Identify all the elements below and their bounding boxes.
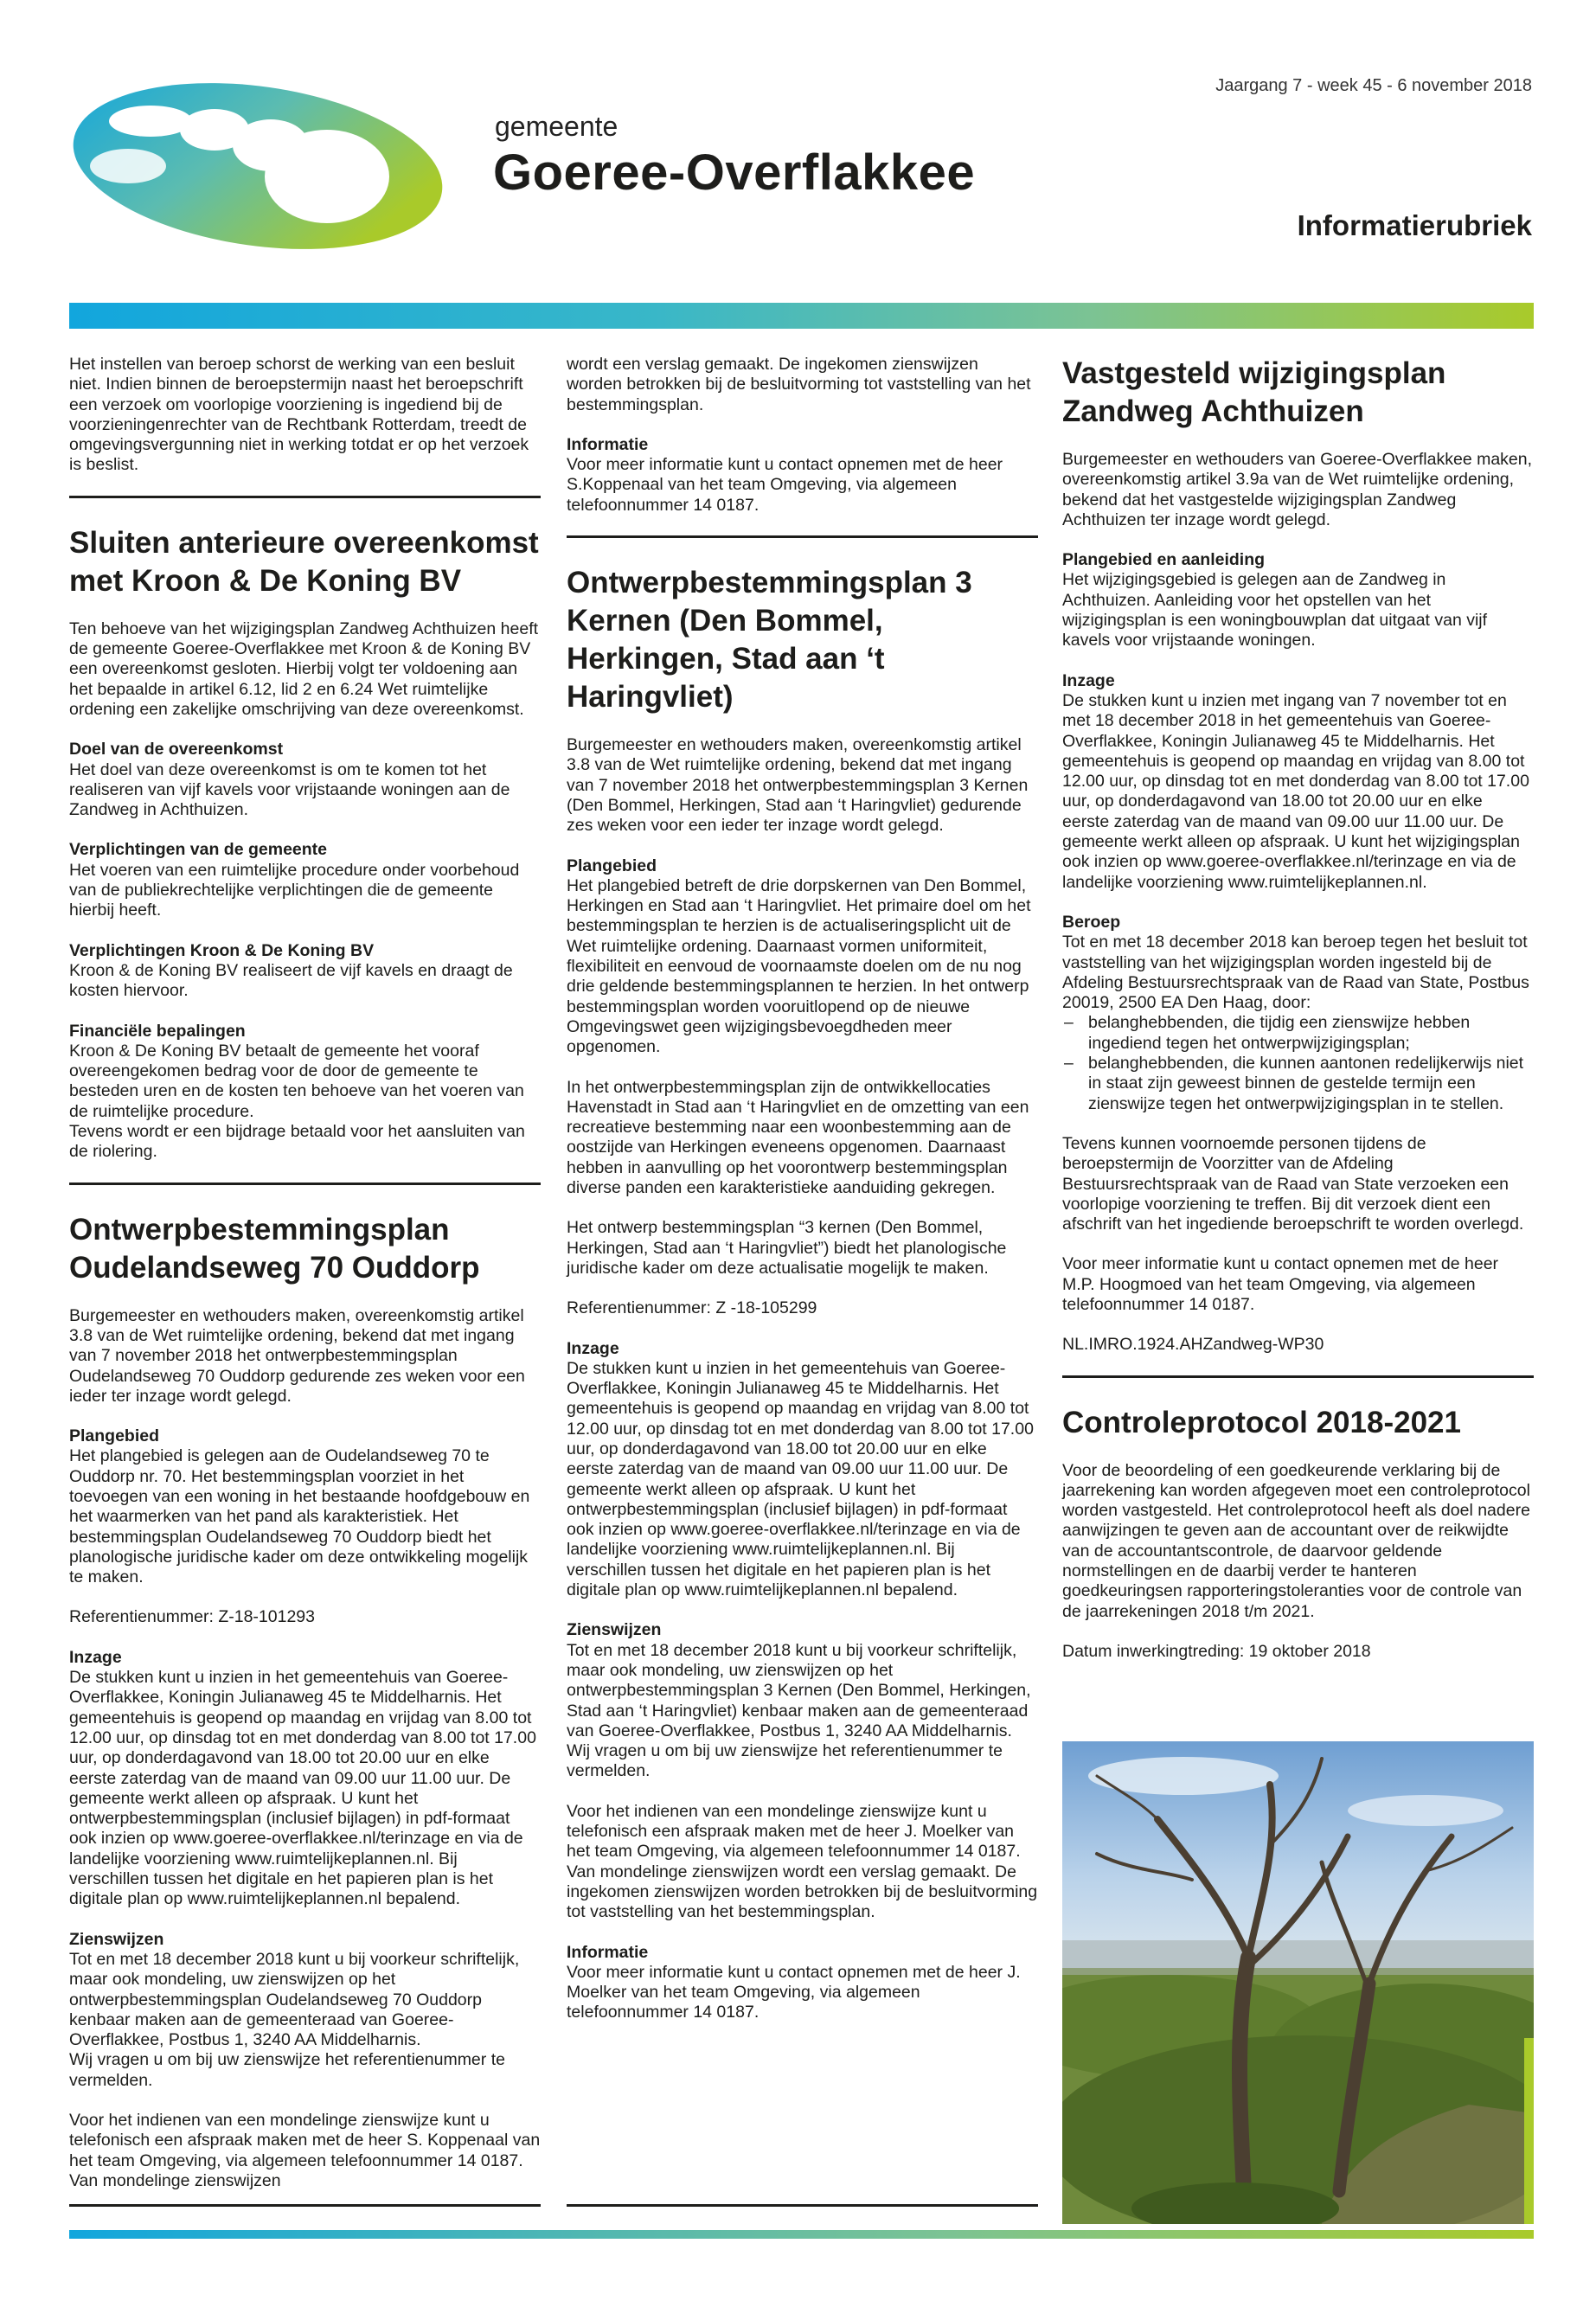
subheading: Plangebied — [567, 856, 657, 875]
brand-prefix: gemeente — [495, 111, 619, 142]
divider — [1062, 1375, 1534, 1378]
paragraph: Het ontwerp bestemmingsplan “3 kernen (Den Bommel, Herkingen, Stad aan ‘t Haringvliet”) biedt het planologische juridische kader om deze actualisatie mogelijk te maken. — [567, 1218, 1007, 1278]
paragraph: Het doel van deze overeenkomst is om te komen tot het realiseren van vijf kavels voor vrijstaande woningen aan de Zandweg in Achthuizen. — [69, 760, 510, 820]
paragraph: Wij vragen u om bij uw zienswijze het referentienummer te vermelden. — [69, 2050, 505, 2090]
paragraph: Tevens wordt er een bijdrage betaald voor het aansluiten van de riolering. — [69, 1122, 525, 1162]
reference-number: Referentienummer: Z-18-101293 — [69, 1607, 315, 1627]
subheading: Informatie — [567, 1942, 649, 1962]
brand-name: Goeree-Overflakkee — [493, 144, 976, 201]
list-item: – belanghebbenden, die tijdig een zienswijze hebben ingediend tegen het ontwerpwijzigingsplan; — [1062, 1013, 1534, 1054]
paragraph: Het plangebied betreft de drie dorpskernen van Den Bommel, Herkingen en Stad aan ‘t Haringvliet. Het primaire doel om het bestemmingsplan te herzien is de actualiseringsplicht uit de Wet ruimtelijke ordening. Daarnaast vormen uniformiteit, flexibiliteit en eenvoud de voornaamste doelen om de nu nog drie geldende bestemmingsplannen te herzien. In het ontwerp bestemmingsplan worden vooruitlopend op de nieuwe Omgevingswet geen wijzigingsbevoegdheden meer opgenomen. — [567, 875, 1031, 1057]
column-1 — [69, 355, 541, 2211]
paragraph: Voor het indienen van een mondelinge zienswijze kunt u telefonisch een afspraak maken met de heer S. Koppenaal van het team Omgeving, via algemeen telefoonnummer 14 0187. Van mondelinge zienswijzen — [69, 2111, 541, 2190]
paragraph: In het ontwerpbestemmingsplan zijn de ontwikkellocaties Havenstadt in Stad aan ‘t Haringvliet en de omzetting van een recreatieve bestemming naar een woonbestemming aan de oostzijde van Herkingen eveneens opgenomen. Daarnaast hebben in aanvulling op het voorontwerp bestemmingsplan diverse panden een karakteristieke aanduiding gekregen. — [567, 1077, 1029, 1198]
column-2 — [567, 355, 1038, 2043]
paragraph: Ten behoeve van het wijzigingsplan Zandweg Achthuizen heeft de gemeente Goeree-Overflakkee met Kroon & de Koning BV een overeenkomst gesloten. Hierbij volgt ter voldoening aan het bepaalde in artikel 6.12, lid 2 en 6.24 Wet ruimtelijke ordening een zakelijke omschrijving van deze overeenkomst. — [69, 619, 539, 719]
paragraph: Voor meer informatie kunt u contact opnemen met de heer J. Moelker van het team Omgeving, via algemeen telefoonnummer 14 0187. — [567, 1962, 1021, 2022]
article-title: Controleprotocol 2018-2021 — [1062, 1405, 1461, 1439]
list-item: – belanghebbenden, die kunnen aantonen redelijkerwijs niet in staat zijn geweest binnen de gestelde termijn een zienswijze tegen het ontwerpwijzigingsplan in te stellen. — [1062, 1054, 1534, 1114]
subheading: Financiële bepalingen — [69, 1021, 246, 1041]
divider — [567, 2204, 1038, 2207]
paragraph: Datum inwerkingtreding: 19 oktober 2018 — [1062, 1641, 1371, 1661]
subheading: Beroep — [1062, 912, 1121, 932]
paragraph: Voor het indienen van een mondelinge zienswijze kunt u telefonisch een afspraak maken met de heer J. Moelker van het team Omgeving, via algemeen telefoonnummer 14 0187. Van mondelinge zienswijzen wordt een verslag gemaakt. De ingekomen zienswijzen worden betrokken bij de besluitvorming tot vaststelling van het bestemmingsplan. — [567, 1801, 1038, 1922]
article-title: Ontwerpbestemmingsplan 3 Kernen (Den Bommel, Herkingen, Stad aan ‘t Haringvliet) — [567, 566, 972, 715]
paragraph: Kroon & De Koning BV betaalt de gemeente het vooraf overeengekomen bedrag voor de door de gemeente te besteden uren en de kosten ten behoeve van het voeren van de ruimtelijke procedure. — [69, 1041, 524, 1121]
municipality-logo — [67, 80, 448, 253]
reference-number: Referentienummer: Z -18-105299 — [567, 1298, 817, 1318]
issue-info: Jaargang 7 - week 45 - 6 november 2018 — [1215, 76, 1532, 95]
column-3 — [1062, 355, 1534, 1662]
subheading: Plangebied — [69, 1426, 160, 1446]
article-title: Sluiten anterieure overeenkomst met Kroon & De Koning BV — [69, 525, 539, 598]
accent-bar — [1524, 2038, 1534, 2224]
header-gradient-bar — [69, 303, 1534, 329]
subheading: Zienswijzen — [69, 1929, 164, 1949]
subheading: Inzage — [69, 1647, 122, 1667]
article-title: Ontwerpbestemmingsplan Oudelandseweg 70 Ouddorp — [69, 1212, 480, 1285]
paragraph: Voor de beoordeling of een goedkeurende verklaring bij de jaarrekening kan worden afgegeven moet een controleprotocol worden vastgesteld. Het controleprotocol heeft als doel nadere aanwijzingen te geven aan de accountant over de reikwijdte van de accountantscontrole, de daarvoor geldende normstellingen en de daarbij verder te hanteren goedkeuringsen rapporteringstoleranties voor de controle van de jaarrekeningen 2018 t/m 2021. — [1062, 1460, 1530, 1621]
paragraph: Burgemeester en wethouders maken, overeenkomstig artikel 3.8 van de Wet ruimtelijke ordening, bekend dat met ingang van 7 november 2018 het ontwerpbestemmingsplan 3 Kernen (Den Bommel, Herkingen, Stad aan ‘t Haringvliet) gedurende zes weken voor een ieder ter inzage wordt gelegd. — [567, 735, 1029, 836]
intro-paragraph: Het instellen van beroep schorst de werking van een besluit niet. Indien binnen de beroepstermijn naast het beroepschrift een verzoek om voorlopige voorziening is ingediend bij de voorzieningenrechter van de Rechtbank Rotterdam, treedt de omgevingsvergunning niet in werking totdat er op het verzoek is beslist. — [69, 355, 529, 475]
paragraph: De stukken kunt u inzien in het gemeentehuis van Goeree-Overflakkee, Koningin Julianaweg 45 te Middelharnis. Het gemeentehuis is geopend op maandag en vrijdag van 8.00 tot 12.00 uur, op dinsdag tot en met donderdag van 8.00 tot 17.00 uur, op donderdagavond van 18.00 tot 20.00 uur en elke eerste zaterdag van de maand van 09.00 uur 11.00 uur. De gemeente werkt alleen op afspraak. U kunt het ontwerpbestemmingsplan (inclusief bijlagen) in pdf-formaat ook inzien op www.goeree-overflakkee.nl/terinzage en via de landelijke voorziening www.ruimtelijkeplannen.nl. Bij verschillen tussen het digitale en het papieren plan is het digitale plan op www.ruimtelijkeplannen.nl bepalend. — [69, 1668, 536, 1909]
divider — [69, 1183, 541, 1185]
plan-code: NL.IMRO.1924.AHZandweg-WP30 — [1062, 1335, 1324, 1355]
paragraph: Tot en met 18 december 2018 kunt u bij voorkeur schriftelijk, maar ook mondeling, uw zienswijzen op het ontwerpbestemmingsplan Oudelandseweg 70 Ouddorp kenbaar maken aan de gemeenteraad van Goeree-Overflakkee, Postbus 1, 3240 AA Middelharnis. — [69, 1949, 520, 2050]
paragraph: Kroon & de Koning BV realiseert de vijf kavels en draagt de kosten hiervoor. — [69, 960, 513, 1001]
paragraph: Het wijzigingsgebied is gelegen aan de Zandweg in Achthuizen. Aanleiding voor het opstellen van het wijzigingsplan is een woningbouwplan dat uitgaat van vijf kavels voor vrijstaande woningen. — [1062, 570, 1488, 651]
footer-gradient-bar — [69, 2230, 1534, 2239]
paragraph: Tevens kunnen voornoemde personen tijdens de beroepstermijn de Voorzitter van de Afdeling Bestuursrechtspraak van de Raad van State verzoeken een voorlopige voorziening te treffen. Bij dit verzoek dient een afschrift van het ingediende beroepschrift te worden overlegd. — [1062, 1133, 1524, 1234]
paragraph: wordt een verslag gemaakt. De ingekomen zienswijzen worden betrokken bij de besluitvorming tot vaststelling van het bestemmingsplan. — [567, 355, 1031, 414]
subheading: Informatie — [567, 434, 649, 454]
divider — [567, 535, 1038, 538]
subheading: Verplichtingen van de gemeente — [69, 840, 328, 860]
paragraph: Tot en met 18 december 2018 kunt u bij voorkeur schriftelijk, maar ook mondeling, uw zienswijzen op het ontwerpbestemmingsplan 3 Kernen (Den Bommel, Herkingen, Stad aan ‘t Haringvliet) kenbaar maken aan de gemeenteraad van Goeree-Overflakkee, Postbus 1, 3240 AA Middelharnis. Wij vragen u om bij uw zienswijze het referentienummer te vermelden. — [567, 1640, 1031, 1781]
section-title: Informatierubriek — [1297, 209, 1532, 241]
divider — [69, 2204, 541, 2207]
subheading: Verplichtingen Kroon & De Koning BV — [69, 940, 375, 960]
subheading: Plangebied en aanleiding — [1062, 550, 1266, 570]
subheading: Doel van de overeenkomst — [69, 740, 284, 760]
paragraph: De stukken kunt u inzien met ingang van 7 november tot en met 18 december 2018 in het gemeentehuis van Goeree-Overflakkee, Koningin Julianaweg 45 te Middelharnis. Het gemeentehuis is geopend op maandag en vrijdag van 8.00 tot 12.00 uur, op dinsdag tot en met donderdag van 8.00 tot 17.00 uur, op donderdagavond van 18.00 tot 20.00 uur en elke eerste zaterdag van de maand van 09.00 uur 11.00 uur. De gemeente werkt alleen op afspraak. U kunt het wijzigingsplan ook inzien op www.goeree-overflakkee.nl/terinzage en via de landelijke voorziening www.ruimtelijkeplannen.nl. — [1062, 690, 1529, 892]
paragraph: Het voeren van een ruimtelijke procedure onder voorbehoud van de publiekrechtelijke verplichtingen die de gemeente hierbij heeft. — [69, 860, 520, 920]
paragraph: Burgemeester en wethouders van Goeree-Overflakkee maken, overeenkomstig artikel 3.9a van de Wet ruimtelijke ordening, bekend dat het vastgestelde wijzigingsplan Zandweg Achthuizen ter inzage wordt gelegd. — [1062, 450, 1533, 529]
article-title: Vastgesteld wijzigingsplan Zandweg Achthuizen — [1062, 356, 1446, 428]
paragraph: Voor meer informatie kunt u contact opnemen met de heer M.P. Hoogmoed van het team Omgeving, via algemeen telefoonnummer 14 0187. — [1062, 1254, 1499, 1314]
paragraph: De stukken kunt u inzien in het gemeentehuis van Goeree-Overflakkee, Koningin Julianaweg 45 te Middelharnis. Het gemeentehuis is geopend op maandag en vrijdag van 8.00 tot 12.00 uur, op dinsdag tot en met donderdag van 8.00 tot 17.00 uur, op donderdagavond van 18.00 tot 20.00 uur en elke eerste zaterdag van de maand van 09.00 uur 11.00 uur. De gemeente werkt alleen op afspraak. U kunt het ontwerpbestemmingsplan (inclusief bijlagen) in pdf-formaat ook inzien op www.goeree-overflakkee.nl/terinzage en via de landelijke voorziening www.ruimtelijkeplannen.nl. Bij verschillen tussen het digitale en het papieren plan is het digitale plan op www.ruimtelijkeplannen.nl bepalend. — [567, 1358, 1034, 1600]
subheading: Inzage — [567, 1338, 619, 1358]
paragraph: Burgemeester en wethouders maken, overeenkomstig artikel 3.8 van de Wet ruimtelijke ordening, bekend dat met ingang van 7 november 2018 het ontwerpbestemmingsplan Oudelandseweg 70 Ouddorp gedurende zes weken voor een ieder ter inzage wordt gelegd. — [69, 1305, 525, 1406]
divider — [69, 496, 541, 498]
bullet-list — [1062, 1013, 1534, 1113]
subheading: Inzage — [1062, 670, 1115, 690]
landscape-photo — [1062, 1741, 1534, 2224]
paragraph: Voor meer informatie kunt u contact opnemen met de heer S.Koppenaal van het team Omgeving, via algemeen telefoonnummer 14 0187. — [567, 455, 1003, 515]
paragraph: Tot en met 18 december 2018 kan beroep tegen het besluit tot vaststelling van het wijzigingsplan worden ingesteld bij de Afdeling Bestuursrechtspraak van de Raad van State, Postbus 20019, 2500 EA Den Haag, door: — [1062, 933, 1529, 1013]
subheading: Zienswijzen — [567, 1620, 662, 1640]
paragraph: Het plangebied is gelegen aan de Oudelandseweg 70 te Ouddorp nr. 70. Het bestemmingsplan voorziet in het toevoegen van een woning in het bestaande hoofdgebouw en het waarmerken van het pand als karakteristiek. Het bestemmingsplan Oudelandseweg 70 Ouddorp biedt het planologische juridische kader om deze ontwikkeling mogelijk te maken. — [69, 1446, 530, 1587]
